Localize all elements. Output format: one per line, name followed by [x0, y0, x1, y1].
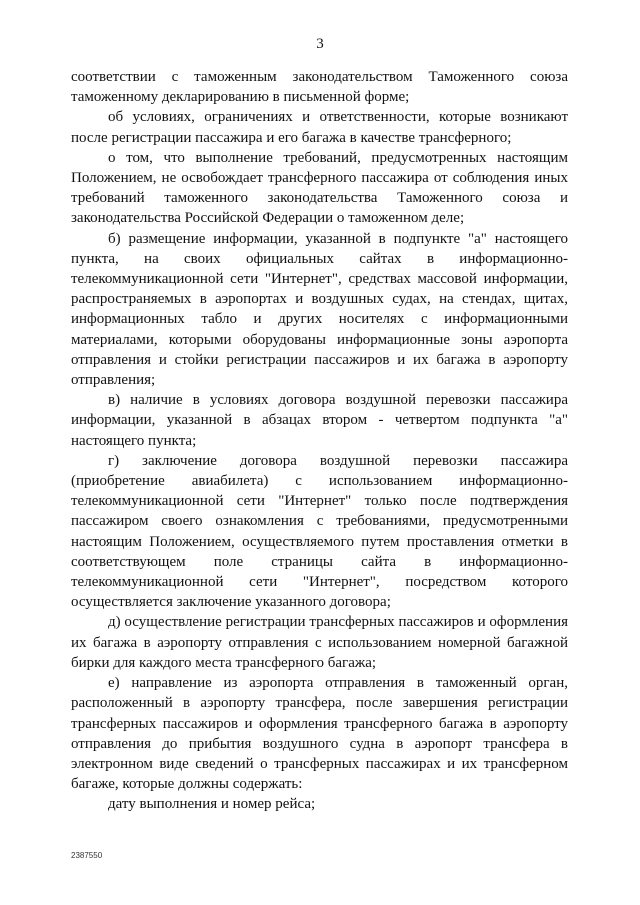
- paragraph-item-b: б) размещение информации, указанной в подпункте "а" настоящего пункта, на своих официальных сайтах в информационно-телекоммуникационной сети "Интернет", средствах массовой информации, распространяемых в аэропортах и воздушных судах, на стендах, щитах, информационных табло и других носителях с информационными материалами, которыми оборудованы информационные зоны аэропорта отправления и стойки регистрации пассажиров и их багажа в аэропорту отправления;: [71, 230, 568, 389]
- paragraph-item-g: г) заключение договора воздушной перевозки пассажира (приобретение авиабилета) с использованием информационно-телекоммуникационной сети "Интернет" только после подтверждения пассажиром своего ознакомления с требованиями, предусмотренными настоящим Положением, осуществляемого путем проставления отметки в соответствующем поле страницы сайта в информационно-телекоммуникационной сети "Интернет", посредством которого осуществляется заключение указанного договора;: [71, 452, 568, 611]
- paragraph-flight-date: дату выполнения и номер рейса;: [108, 796, 316, 813]
- document-code: 2387550: [71, 851, 103, 860]
- paragraph-transfer-conditions: об условиях, ограничениях и ответственности, которые возникают после регистрации пассажира и его багажа в качестве трансферного;: [71, 109, 568, 146]
- paragraph-continuation: соответствии с таможенным законодательством Таможенного союза таможенному декларированию в письменной форме;: [71, 69, 568, 106]
- paragraph-item-v: в) наличие в условиях договора воздушной перевозки пассажира информации, указанной в абзацах втором - четвертом подпункта "а" настоящего пункта;: [71, 392, 568, 449]
- paragraph-item-d: д) осуществление регистрации трансферных пассажиров и оформления их багажа в аэропорту отправления с использованием номерной багажной бирки для каждого места трансферного багажа;: [71, 614, 568, 671]
- page-number: 3: [316, 36, 324, 52]
- paragraph-other-requirements: о том, что выполнение требований, предусмотренных настоящим Положением, не освобождает трансферного пассажира от соблюдения иных требований таможенного законодательства Таможенного союза и законодательства Российской Федерации о таможенном деле;: [71, 149, 568, 227]
- paragraph-item-e: е) направление из аэропорта отправления в таможенный орган, расположенный в аэропорту трансфера, после завершения регистрации трансферных пассажиров и оформления трансферного багажа в аэропорту отправления до прибытия воздушного судна в аэропорт трансфера в электронном виде сведений о трансферных пассажирах и их трансферном багаже, которые должны содержать:: [71, 675, 568, 793]
- document-body: [71, 67, 568, 815]
